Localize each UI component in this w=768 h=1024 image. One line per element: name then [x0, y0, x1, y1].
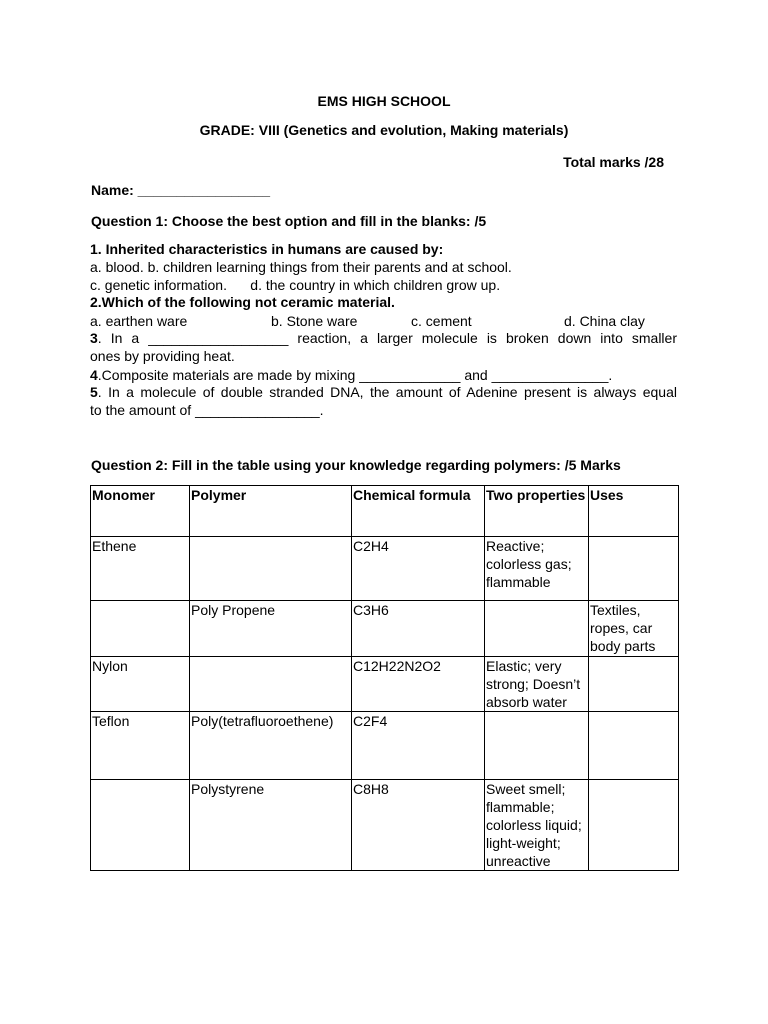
q3-number: 3 — [90, 330, 98, 346]
cell-uses[interactable] — [589, 712, 679, 780]
table-header-row — [91, 486, 679, 537]
q3-line2: ones by providing heat. — [90, 348, 235, 364]
col-header-uses: Uses — [589, 486, 679, 537]
cell-uses[interactable] — [589, 537, 679, 601]
cell-monomer: Teflon — [91, 712, 190, 780]
col-header-polymer: Polymer — [190, 486, 352, 537]
col-header-properties: Two properties — [485, 486, 589, 537]
cell-formula: C2F4 — [352, 712, 485, 780]
cell-properties[interactable] — [485, 712, 589, 780]
q2-option-d: d. China clay — [564, 313, 645, 329]
q5-line1 — [90, 384, 677, 401]
cell-monomer: Ethene — [91, 537, 190, 601]
table-row — [91, 537, 679, 601]
cell-monomer: Nylon — [91, 657, 190, 712]
cell-uses[interactable] — [589, 780, 679, 871]
cell-properties: Reactive; colorless gas; flammable — [485, 537, 589, 601]
table-row — [91, 712, 679, 780]
table-row — [91, 657, 679, 712]
q4-text: .Composite materials are made by mixing _____________ and _______________. — [97, 367, 613, 383]
polymer-table — [90, 485, 679, 871]
q5-number: 5 — [90, 384, 98, 400]
school-title: EMS HIGH SCHOOL — [317, 93, 451, 109]
q1-options-cd: c. genetic information. d. the country in which children grow up. — [90, 277, 501, 293]
cell-uses[interactable] — [589, 657, 679, 712]
cell-properties: Elastic; very strong; Doesn’t absorb water — [485, 657, 589, 712]
question1-heading: Question 1: Choose the best option and fill in the blanks: /5 — [91, 213, 487, 229]
cell-properties[interactable] — [485, 601, 589, 657]
q1-number: 1 — [90, 241, 98, 257]
table-row — [91, 780, 679, 871]
cell-polymer: Polystyrene — [190, 780, 352, 871]
cell-formula: C8H8 — [352, 780, 485, 871]
cell-formula: C2H4 — [352, 537, 485, 601]
cell-monomer[interactable] — [91, 780, 190, 871]
q4-number: 4 — [90, 367, 98, 383]
q5-line2: to the amount of ________________. — [90, 402, 324, 418]
grade-title: GRADE: VIII (Genetics and evolution, Making materials) — [199, 122, 569, 138]
q2-stem: 2.Which of the following not ceramic material. — [90, 294, 395, 310]
q1-text: . Inherited characteristics in humans are caused by: — [97, 241, 444, 257]
total-marks: Total marks /28 — [563, 154, 664, 170]
q2-option-a: a. earthen ware — [90, 313, 188, 329]
q5-text: . In a molecule of double stranded DNA, the amount of Adenine present is always equal — [97, 384, 677, 400]
cell-formula: C12H22N2O2 — [352, 657, 485, 712]
col-header-monomer: Monomer — [91, 486, 190, 537]
cell-uses: Textiles, ropes, car body parts — [589, 601, 679, 657]
cell-monomer[interactable] — [91, 601, 190, 657]
q1-stem — [90, 241, 677, 258]
cell-polymer[interactable] — [190, 657, 352, 712]
q3-text: . In a __________________ reaction, a larger molecule is broken down into smaller — [97, 330, 677, 346]
cell-polymer[interactable] — [190, 537, 352, 601]
cell-properties: Sweet smell; flammable; colorless liquid; light-weight; unreactive — [485, 780, 589, 871]
q3-line1 — [90, 330, 677, 347]
table-row — [91, 601, 679, 657]
q4-line — [90, 367, 677, 384]
cell-polymer: Poly(tetrafluoroethene) — [190, 712, 352, 780]
cell-polymer: Poly Propene — [190, 601, 352, 657]
question2-heading: Question 2: Fill in the table using your knowledge regarding polymers: /5 Marks — [91, 457, 621, 473]
q2-option-c: c. cement — [411, 313, 472, 329]
q1-options-ab: a. blood. b. children learning things from their parents and at school. — [90, 259, 512, 275]
col-header-formula: Chemical formula — [352, 486, 485, 537]
name-field: Name: _________________ — [91, 182, 271, 198]
cell-formula: C3H6 — [352, 601, 485, 657]
q2-option-b: b. Stone ware — [271, 313, 358, 329]
